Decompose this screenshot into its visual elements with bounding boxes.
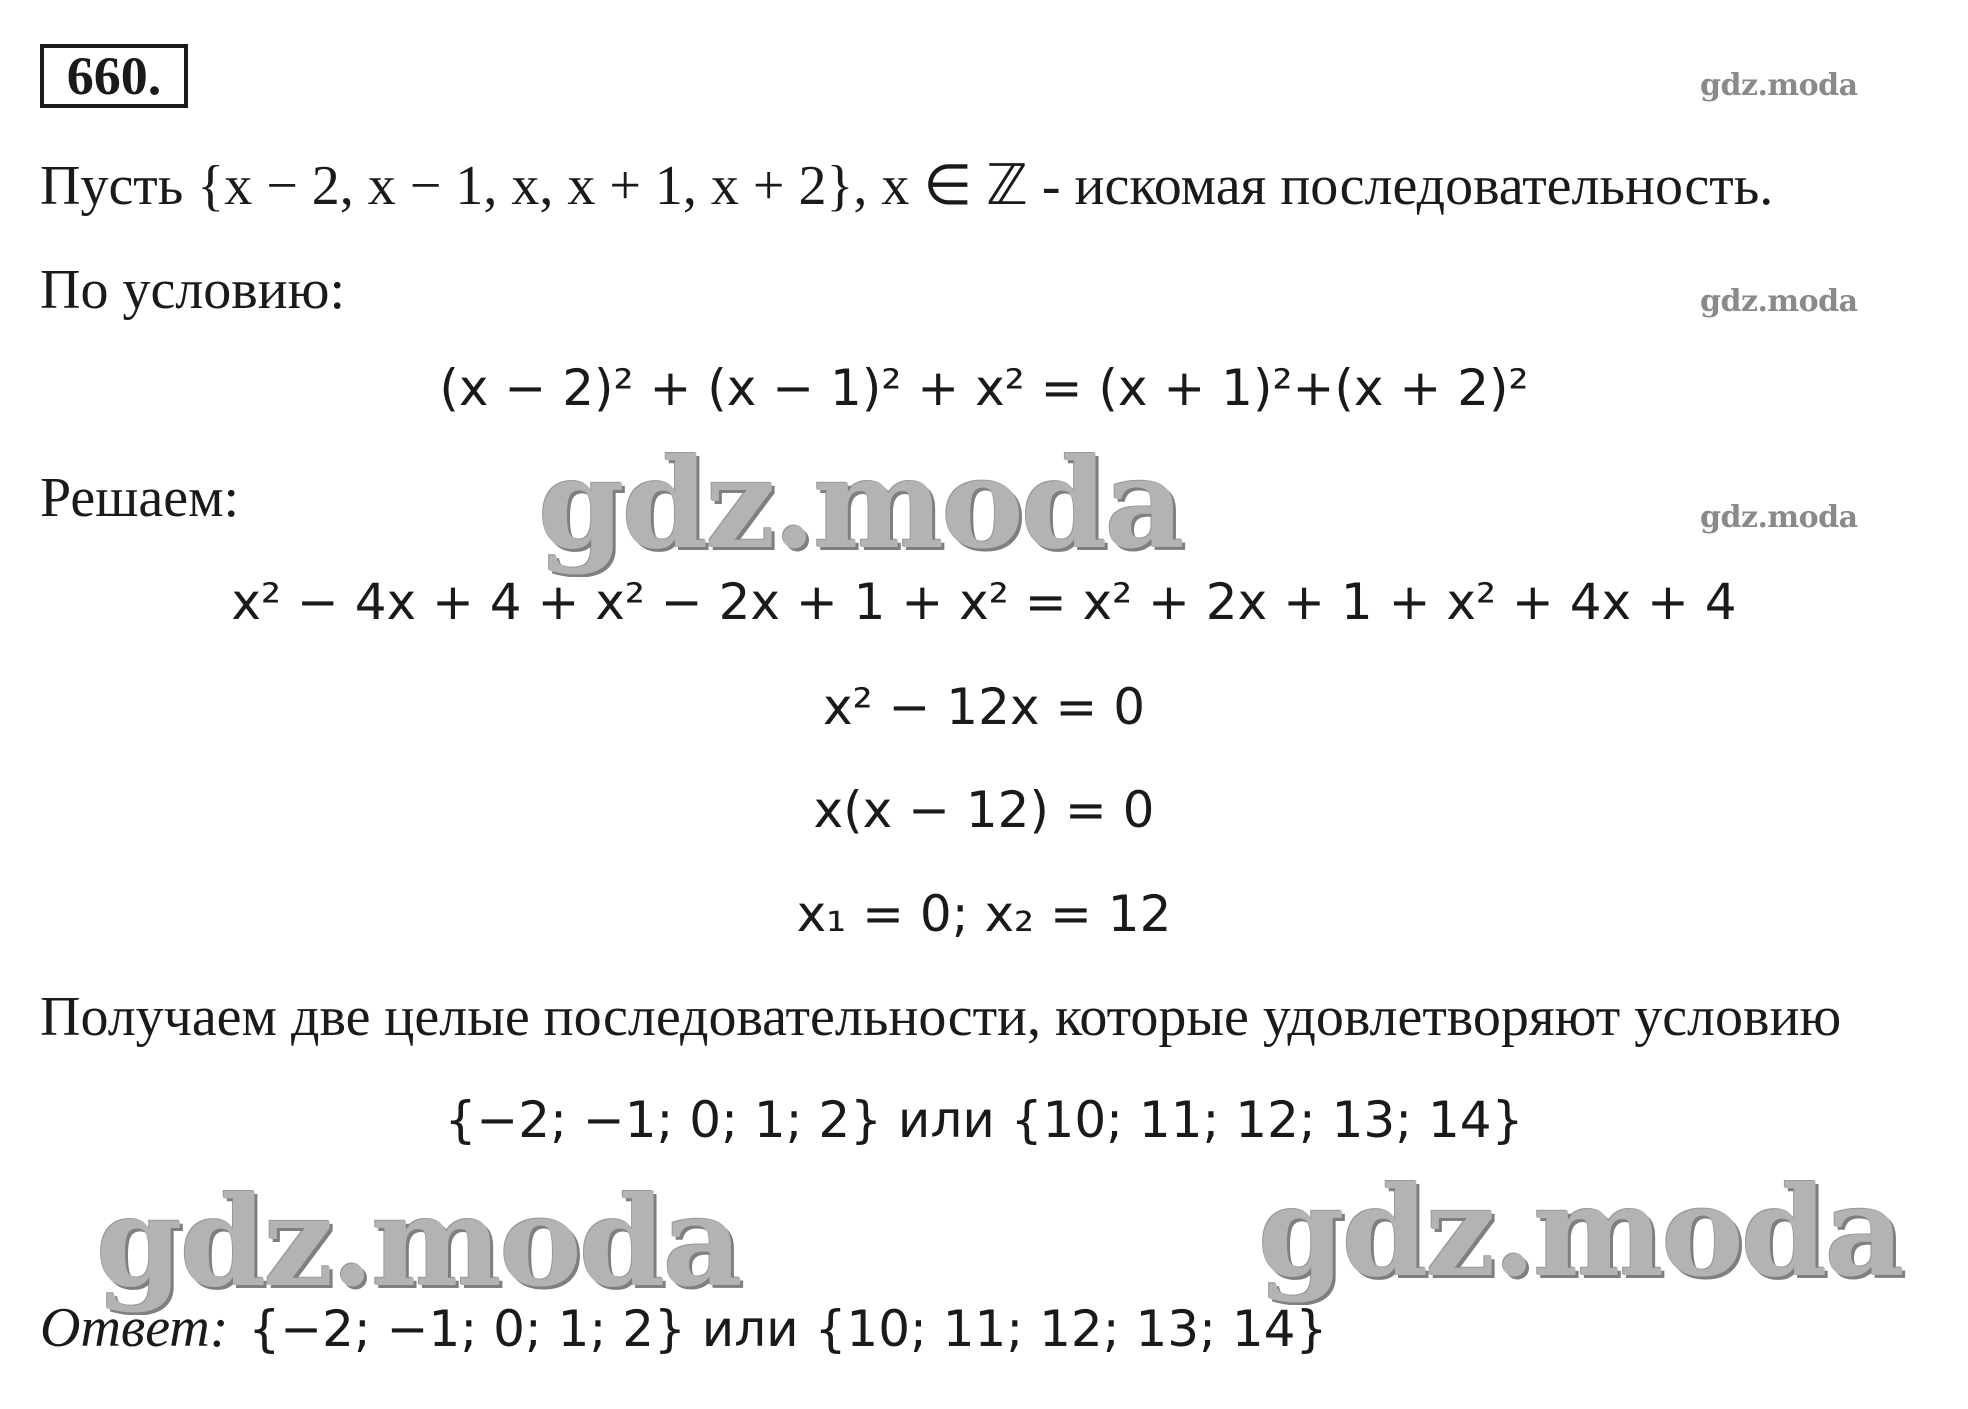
- watermark-large-3: gdz.moda: [1258, 1160, 1902, 1305]
- watermark-small-2: gdz.moda: [1700, 284, 1858, 319]
- watermark-large-1: gdz.moda: [538, 432, 1182, 577]
- main-equation: (x − 2)² + (x − 1)² + x² = (x + 1)²+(x + 2)²: [439, 359, 1529, 417]
- answer-value: {−2; −1; 0; 1; 2} или {10; 11; 12; 13; 14}: [248, 1300, 1328, 1358]
- solution-step-3: x(x − 12) = 0: [813, 781, 1155, 839]
- watermark-large-2: gdz.moda: [96, 1170, 740, 1315]
- solve-label: Решаем:: [40, 467, 240, 529]
- solution-step-2: x² − 12x = 0: [822, 678, 1146, 736]
- conclusion-line: Получаем две целые последовательности, которые удовлетворяют условию: [40, 986, 1842, 1048]
- solution-step-1: x² − 4x + 4 + x² − 2x + 1 + x² = x² + 2x + 1 + x² + 4x + 4: [231, 573, 1737, 631]
- watermark-small-3: gdz.moda: [1700, 500, 1858, 535]
- solution-step-4: x₁ = 0; x₂ = 12: [796, 885, 1172, 943]
- answer-line: [40, 1296, 1327, 1360]
- answer-label: Ответ:: [40, 1297, 229, 1359]
- condition-label: По условию:: [40, 259, 346, 321]
- task-number: 660.: [40, 44, 188, 108]
- intro-line: Пусть {x − 2, x − 1, x, x + 1, x + 2}, x ∈ ℤ - искомая последовательность.: [40, 155, 1774, 217]
- sequences-line: {−2; −1; 0; 1; 2} или {10; 11; 12; 13; 14}: [444, 1091, 1524, 1149]
- watermark-small-1: gdz.moda: [1700, 68, 1858, 103]
